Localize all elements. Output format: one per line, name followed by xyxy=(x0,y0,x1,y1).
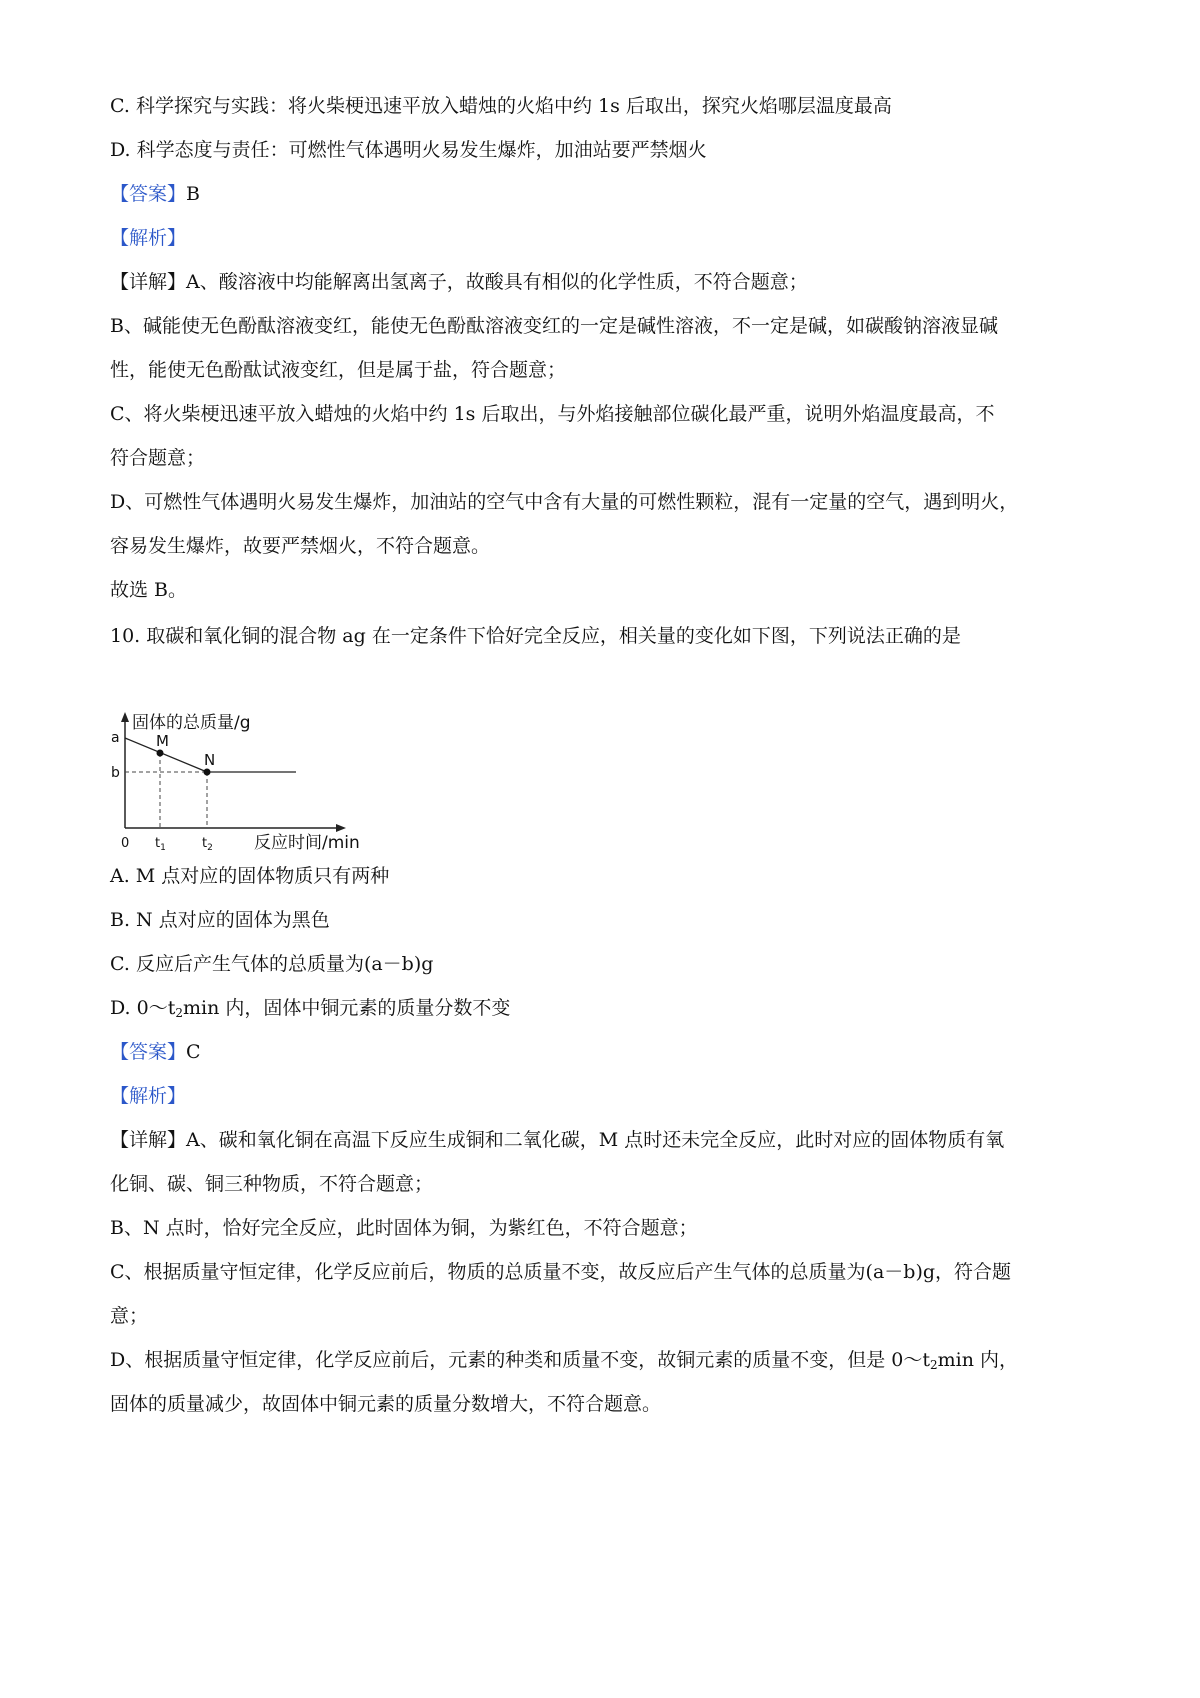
detail-d-line2: 容易发生爆炸，故要严禁烟火，不符合题意。 xyxy=(110,535,491,557)
point-n xyxy=(204,769,211,776)
conclusion-1: 故选 B。 xyxy=(110,579,188,601)
answer-tag: 【答案】 xyxy=(110,183,187,205)
option-d-post: min 内，固体中铜元素的质量分数不变 xyxy=(183,997,511,1019)
detail2-d-post: min 内， xyxy=(937,1349,1019,1371)
detail2-a-line1: 【详解】A、碳和氧化铜在高温下反应生成铜和二氧化碳，M 点时还未完全反应，此时对应的固体物质有氧 xyxy=(110,1129,1005,1151)
analysis-1 xyxy=(110,224,1110,252)
option-d-prev: D. 科学态度与责任：可燃性气体遇明火易发生爆炸，加油站要严禁烟火 xyxy=(110,139,707,161)
x-axis-arrow xyxy=(336,824,346,832)
y-tick-a: a xyxy=(111,730,120,746)
mass-time-graph xyxy=(104,710,404,850)
x-tick-t1: $t_1$ xyxy=(155,836,166,850)
analysis2-tag: 【解析】 xyxy=(110,1085,187,1107)
detail-b-line1: B、碱能使无色酚酞溶液变红，能使无色酚酞溶液变红的一定是碱性溶液，不一定是碱，如碳酸钠溶液显碱 xyxy=(110,315,998,337)
question-10: 10. 取碳和氧化铜的混合物 ag 在一定条件下恰好完全反应，相关量的变化如下图，下列说法正确的是 xyxy=(110,625,961,647)
option-d-pre: D. 0～t xyxy=(110,997,176,1019)
analysis-tag: 【解析】 xyxy=(110,227,187,249)
answer-2 xyxy=(110,1038,1110,1066)
detail2-a-line2: 化铜、碳、铜三种物质，不符合题意； xyxy=(110,1173,434,1195)
detail-c-line1: C、将火柴梗迅速平放入蜡烛的火焰中约 1s 后取出，与外焰接触部位碳化最严重，说明外焰温度最高，不 xyxy=(110,403,995,425)
detail2-c-line1: C、根据质量守恒定律，化学反应前后，物质的总质量不变，故反应后产生气体的总质量为(a－b)g，符合题 xyxy=(110,1261,1012,1283)
analysis-2 xyxy=(110,1082,1110,1110)
option-d-sub: 2 xyxy=(175,1006,183,1020)
point-m xyxy=(157,750,164,757)
option-a: A. M 点对应的固体物质只有两种 xyxy=(110,865,390,887)
option-c-prev: C. 科学探究与实践：将火柴梗迅速平放入蜡烛的火焰中约 1s 后取出，探究火焰哪层温度最高 xyxy=(110,95,892,117)
option-d xyxy=(110,994,1110,1027)
option-b: B. N 点对应的固体为黑色 xyxy=(110,909,330,931)
option-c: C. 反应后产生气体的总质量为(a－b)g xyxy=(110,953,434,975)
detail-b-line2: 性，能使无色酚酞试液变红，但是属于盐，符合题意； xyxy=(110,359,567,381)
detail2-d-sub: 2 xyxy=(930,1358,938,1372)
point-n-label: N xyxy=(204,751,216,769)
detail-c-line2: 符合题意； xyxy=(110,447,206,469)
x-axis-label: 反应时间/min xyxy=(254,833,360,850)
y-axis-label: 固体的总质量/g xyxy=(132,713,251,733)
detail2-c-line2: 意； xyxy=(110,1305,149,1327)
detail2-d-pre: D、根据质量守恒定律，化学反应前后，元素的种类和质量不变，故铜元素的质量不变，但是 0～t xyxy=(110,1349,930,1371)
answer2-tag: 【答案】 xyxy=(110,1041,187,1063)
answer-value: B xyxy=(186,183,200,205)
y-axis-arrow xyxy=(121,712,129,722)
answer-1 xyxy=(110,180,1110,208)
detail-a: 【详解】A、酸溶液中均能解离出氢离子，故酸具有相似的化学性质，不符合题意； xyxy=(110,271,808,293)
x-tick-t2: $t_2$ xyxy=(202,836,213,850)
origin-label: 0 xyxy=(121,836,130,850)
detail-d-line1: D、可燃性气体遇明火易发生爆炸，加油站的空气中含有大量的可燃性颗粒，混有一定量的空气，遇到明火， xyxy=(110,491,1019,513)
detail2-d-line1 xyxy=(110,1346,1110,1379)
y-tick-b: b xyxy=(111,765,120,781)
detail2-b: B、N 点时，恰好完全反应，此时固体为铜，为紫红色，不符合题意； xyxy=(110,1217,698,1239)
detail2-d-line2: 固体的质量减少，故固体中铜元素的质量分数增大，不符合题意。 xyxy=(110,1393,662,1415)
point-m-label: M xyxy=(156,732,169,750)
answer2-value: C xyxy=(186,1041,201,1063)
